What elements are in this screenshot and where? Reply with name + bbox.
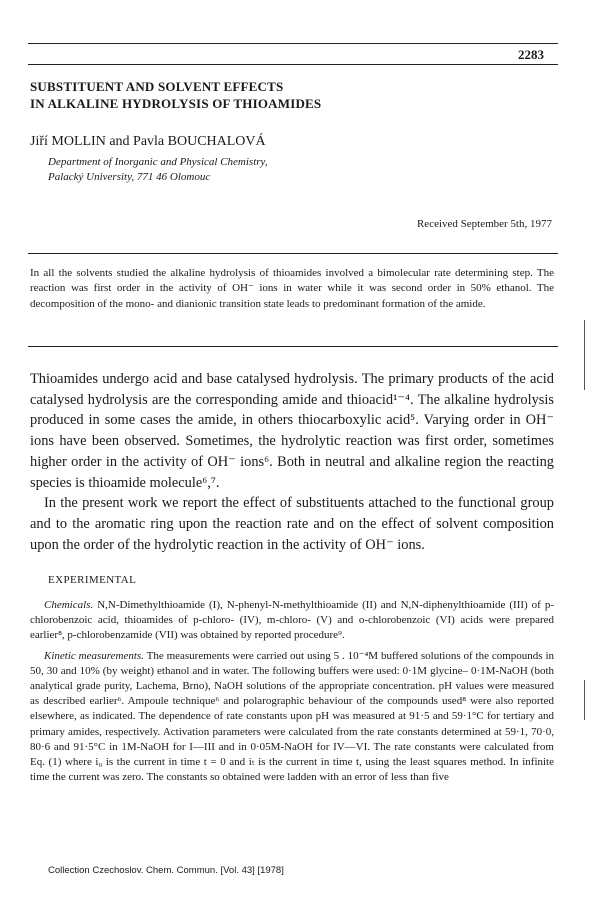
intro-paragraph-2: In the present work we report the effect of substituents attached to the functional group and to the aromatic ring upon the reaction rate and on the effect of solvent composition upon the order of the hydrolytic reaction in the activity of OH⁻ ions. <box>30 495 554 553</box>
top-rule <box>28 43 558 44</box>
scan-edge-line <box>584 680 585 720</box>
abstract-top-rule <box>28 253 558 254</box>
title-line-1: SUBSTITUENT AND SOLVENT EFFECTS <box>30 79 284 94</box>
article-title <box>30 78 321 112</box>
affiliation-line-1: Department of Inorganic and Physical Chemistry, <box>48 156 268 168</box>
authors: Jiří MOLLIN and Pavla BOUCHALOVÁ <box>30 134 266 149</box>
chemicals-text: N,N-Dimethylthioamide (I), N-phenyl-N-methylthioamide (II) and N,N-diphenylthioamide (III) of p-chlorobenzoic acid, thioamides of p-chloro- (IV), m-chloro- (V) and o-chlorobenzoic (VI) acids were prepared earlier⁸, p-chlorobenzamide (VII) was obtained by reported procedure⁹. <box>30 599 554 642</box>
kinetic-text: The measurements were carried out using 5 . 10⁻⁴M buffered solutions of the compounds in 50, 30 and 10% (by weight) ethanol and in water. The following buffers were used: 0·1M glycine– 0·1M-NaOH (both analytical grade purity, Lachema, Brno), NaOH solutions of the appropriate concentration. pH values were measured as described earlier⁶. Ampoule technique⁶ and polarographic behaviour of the compounds used⁸ were also reported elsewhere, as indicated. The dependence of rate constants upon pH was measured at 91·5 and 59·1°C for tertiary and primary amides, respectively. Activation parameters were calculated from the rate constants determined at 59·1, 70·0, 80·6 and 91·5°C in 1M-NaOH for I—III and in 0·05M-NaOH for IV—VI. The rate constants were calculated from Eq. (1) where i₀ is the current in time t = 0 and iₜ is the current in time t, using the least squares method. In infinite time the current was zero. The constants so obtained were ladden with an error of less than five <box>30 649 554 784</box>
header-rule <box>28 64 558 65</box>
affiliation-line-2: Palacký University, 771 46 Olomouc <box>48 171 211 183</box>
intro-paragraph-1: Thioamides undergo acid and base catalysed hydrolysis. The primary products of the acid catalysed hydrolysis are the corresponding amide and thioacid¹⁻⁴. The alkaline hydrolysis produced in some cases the amide, in others thiocarboxylic acid⁵. Varying order in OH⁻ ions have been observed. Sometimes, the hydrolytic reaction was first order, sometimes higher order in the activity of OH⁻ ions⁶. Both in neutral and alkaline region the reacting species is thioamide molecule⁶,⁷. <box>30 371 554 491</box>
kinetic-paragraph <box>30 649 554 786</box>
scan-edge-line <box>584 320 585 390</box>
section-heading-experimental: EXPERIMENTAL <box>48 574 137 586</box>
chemicals-label: Chemicals. <box>44 599 94 611</box>
chemicals-paragraph <box>30 598 554 644</box>
abstract-bottom-rule <box>28 346 558 347</box>
journal-footer: Collection Czechoslov. Chem. Commun. [Vol. 43] [1978] <box>48 865 284 876</box>
title-line-2: IN ALKALINE HYDROLYSIS OF THIOAMIDES <box>30 96 322 111</box>
page-number: 2283 <box>518 47 544 62</box>
kinetic-label: Kinetic measurements. <box>44 649 144 662</box>
received-date: Received September 5th, 1977 <box>416 218 552 230</box>
experimental-body <box>30 598 554 790</box>
affiliation <box>48 155 268 185</box>
introduction <box>30 369 554 555</box>
abstract: In all the solvents studied the alkaline hydrolysis of thioamides involved a bimolecular rate determining step. The reaction was first order in the activity of OH⁻ ions in water while it was second order in 50% ethanol. The decomposition of the mono- and dianionic transition state leads to predominant formation of the amide. <box>30 267 554 310</box>
